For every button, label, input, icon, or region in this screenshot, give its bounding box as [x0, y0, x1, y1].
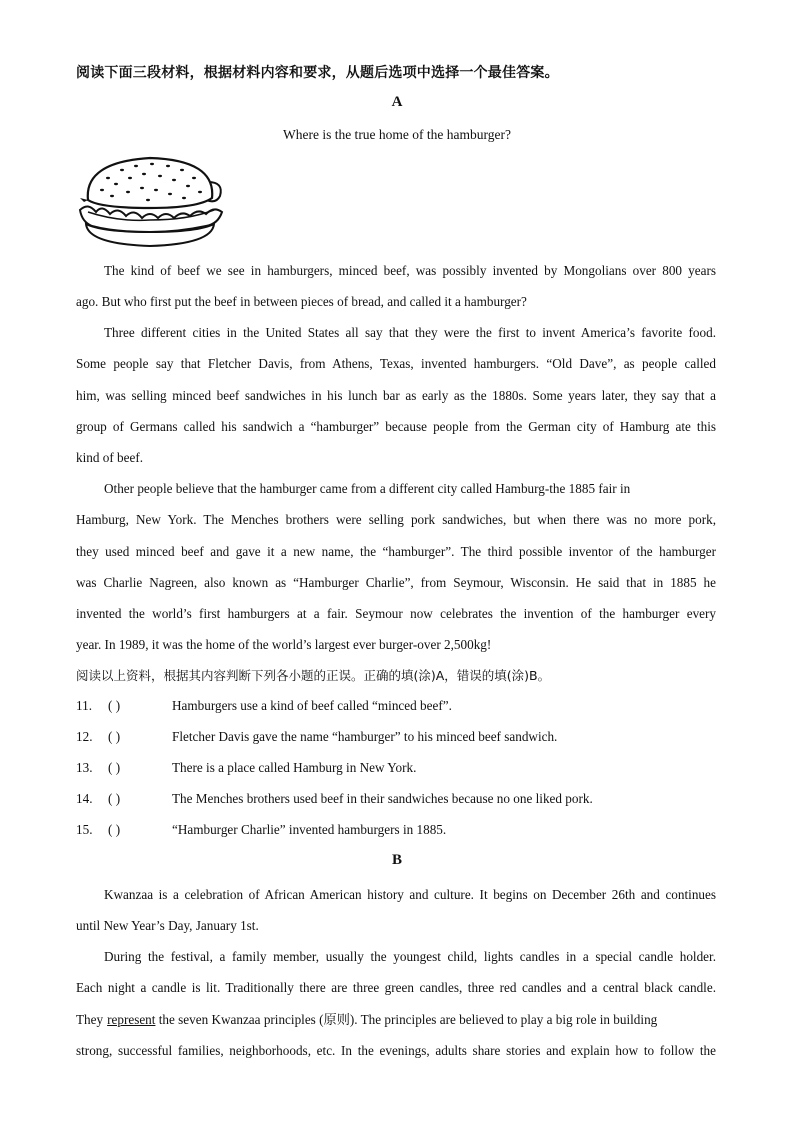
answer-blank: ( ) — [108, 822, 121, 837]
question-text: The Menches brothers used beef in their sandwiches because no one liked pork. — [172, 791, 593, 806]
answer-blank: ( ) — [108, 791, 121, 806]
passage-b-line-1: Kwanzaa is a celebration of African American history and culture. It begins on December 26th and continues — [104, 887, 716, 902]
question-text: Hamburgers use a kind of beef called “minced beef”. — [172, 698, 452, 713]
question-13 — [76, 760, 416, 776]
passage-a-line-8: Other people believe that the hamburger came from a different city called Hamburg-the 1885 fair in — [104, 481, 631, 496]
question-number: 13. — [76, 760, 93, 775]
question-number: 15. — [76, 822, 93, 837]
section-b-label: B — [391, 852, 402, 868]
passage-a-line-10: they used minced beef and gave it a new name, the “hamburger”. The third possible inventor of the hamburger — [76, 544, 716, 559]
question-14 — [76, 791, 593, 807]
passage-b-line-3: During the festival, a family member, usually the youngest child, lights candles in a special candle holder. — [104, 949, 716, 964]
passage-a-line-9: Hamburg, New York. The Menches brothers were selling pork sandwiches, but when there was no more pork, — [76, 512, 716, 527]
section-a-title: Where is the true home of the hamburger? — [282, 127, 512, 142]
question-text: “Hamburger Charlie” invented hamburgers in 1885. — [172, 822, 447, 837]
passage-a-line-2: ago. But who first put the beef in between pieces of bread, and called it a hamburger? — [76, 294, 527, 309]
passage-a-line-7: kind of beef. — [76, 450, 144, 465]
passage-b-line-5 — [76, 1011, 716, 1029]
they-word: They — [76, 1012, 104, 1027]
answer-blank: ( ) — [108, 698, 121, 713]
question-number: 12. — [76, 729, 93, 744]
passage-a-line-1: The kind of beef we see in hamburgers, minced beef, was possibly invented by Mongolians over 800 years — [104, 263, 716, 278]
passage-a-line-5: him, was selling minced beef sandwiches in his lunch bar as early as the 1880s. Some years later, they say that a — [76, 388, 716, 403]
hamburger-illustration-icon — [78, 152, 224, 250]
passage-a-line-11: was Charlie Nagreen, also known as “Hamburger Charlie”, from Seymour, Wisconsin. He said that in 1885 he — [76, 575, 716, 590]
question-text: Fletcher Davis gave the name “hamburger” to his minced beef sandwich. — [172, 729, 558, 744]
question-number: 14. — [76, 791, 93, 806]
question-12 — [76, 729, 557, 745]
passage-b-line-4: Each night a candle is lit. Traditionally there are three green candles, three red candles and a central black candle. — [76, 980, 716, 995]
answer-blank: ( ) — [108, 760, 121, 775]
question-text: There is a place called Hamburg in New York. — [172, 760, 417, 775]
question-15 — [76, 822, 446, 838]
passage-a-line-13: year. In 1989, it was the home of the world’s largest ever burger-over 2,500kg! — [76, 637, 492, 652]
section-a-label: A — [391, 94, 403, 110]
question-11 — [76, 698, 452, 714]
passage-a-line-4: Some people say that Fletcher Davis, from Athens, Texas, invented hamburgers. “Old Dave”, as people called — [76, 356, 716, 371]
task-instruction: 阅读以上资料，根据其内容判断下列各小题的正误。正确的填(涂)A，错误的填(涂)B。 — [76, 668, 551, 683]
underlined-word-represent: represent — [107, 1012, 156, 1027]
passage-b-line-2: until New Year’s Day, January 1st. — [76, 918, 259, 933]
line-rest: the seven Kwanzaa principles (原则). The principles are believed to play a big role in building — [155, 1012, 658, 1027]
passage-a-line-6: group of Germans called his sandwich a “hamburger” because people from the German city of Hamburg ate this — [76, 419, 716, 434]
answer-blank: ( ) — [108, 729, 121, 744]
passage-a-line-3: Three different cities in the United States all say that they were the first to invent America’s favorite food. — [104, 325, 716, 340]
passage-b-line-6: strong, successful families, neighborhoods, etc. In the evenings, adults share stories and explain how to follow the — [76, 1043, 716, 1058]
instruction-text: 阅读下面三段材料，根据材料内容和要求，从题后选项中选择一个最佳答案。 — [76, 65, 559, 81]
passage-a-line-12: invented the world’s first hamburgers at a fair. Seymour now celebrates the invention of the hamburger every — [76, 606, 716, 621]
question-number: 11. — [76, 698, 92, 713]
